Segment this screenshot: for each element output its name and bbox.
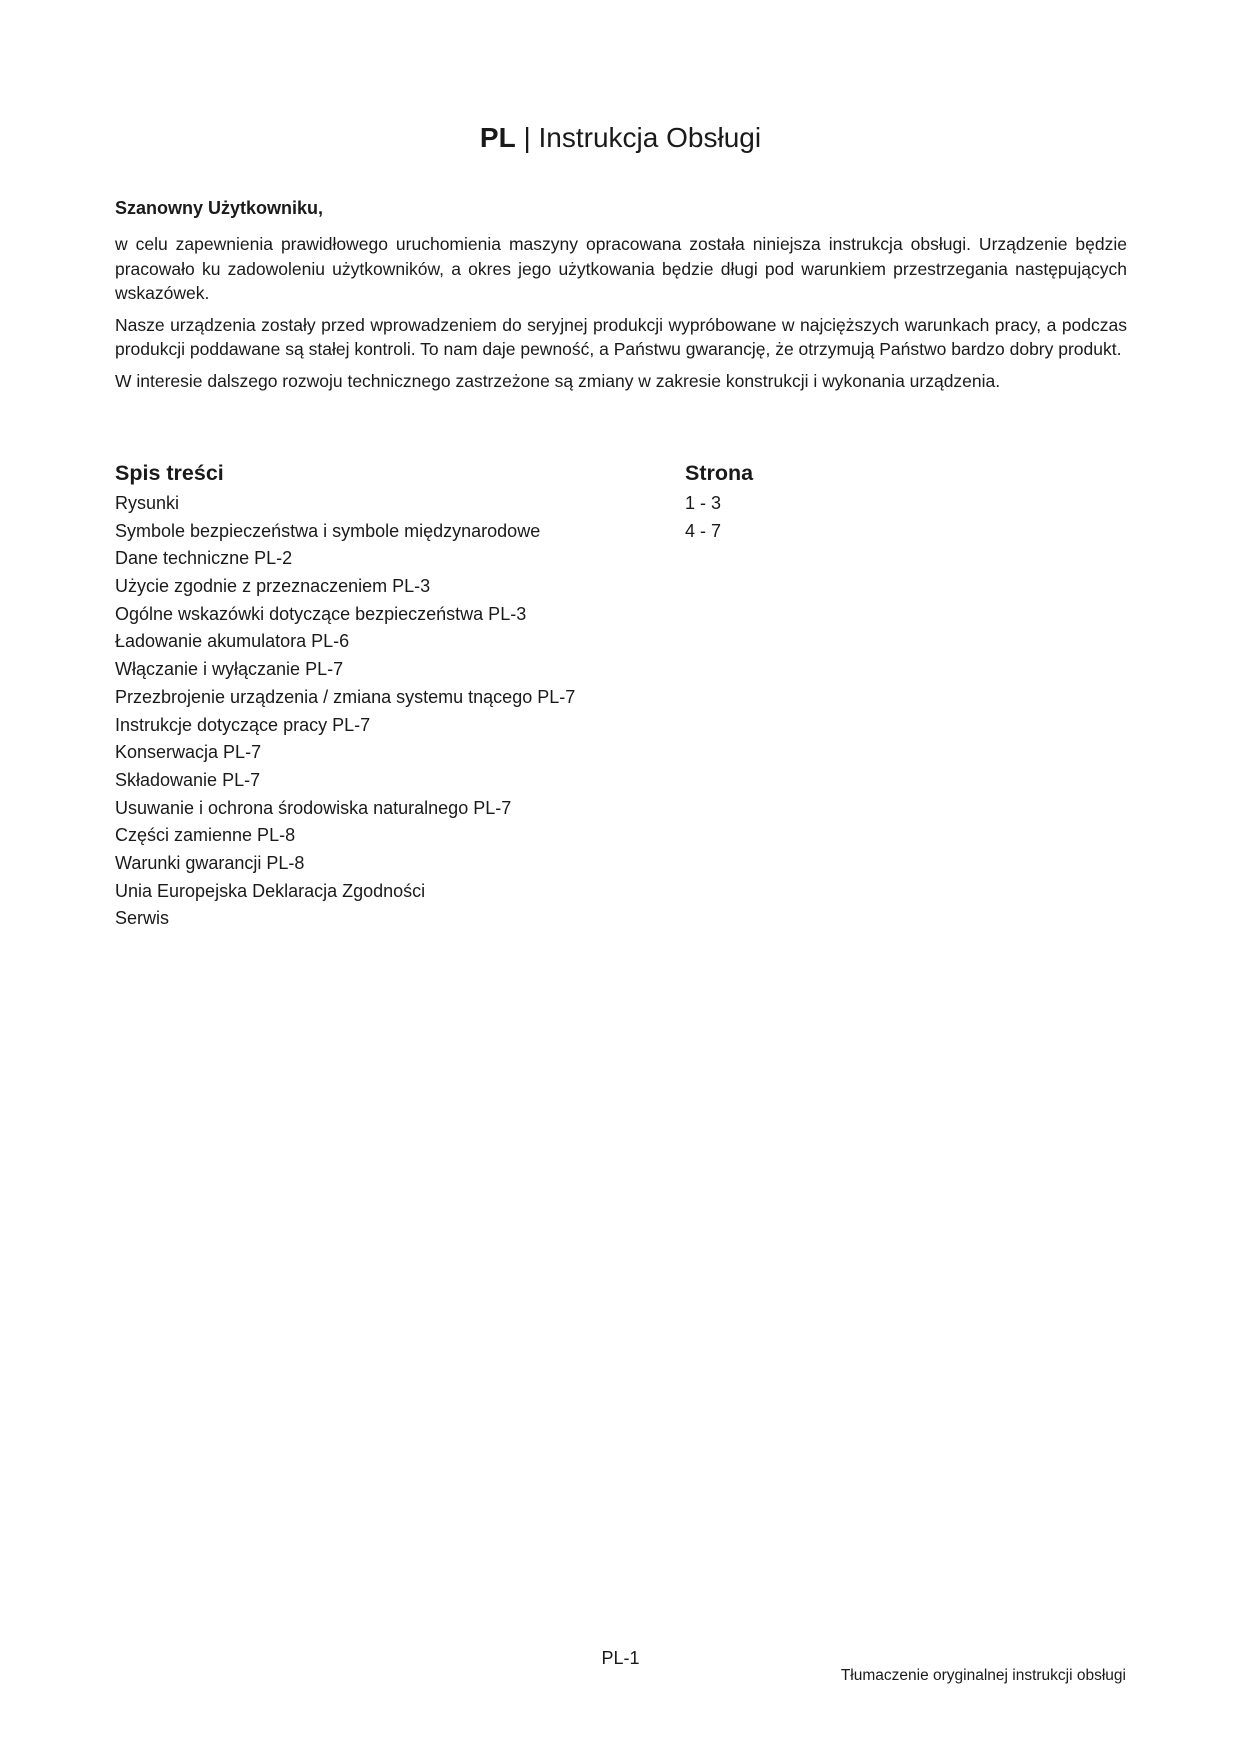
toc-item-label: Dane techniczne PL-2 [115, 548, 293, 569]
toc-item-label: Włączanie i wyłączanie PL-7 [115, 659, 344, 680]
greeting: Szanowny Użytkowniku, [115, 198, 324, 218]
translation-note: Tłumaczenie oryginalnej instrukcji obsługi [840, 1667, 1126, 1684]
toc-item-label: Ogólne wskazówki dotyczące bezpieczeństwa PL-3 [115, 603, 527, 624]
toc-item [115, 795, 1127, 823]
toc-item [115, 905, 1127, 933]
toc-item [115, 573, 1127, 601]
toc-item-label: Użycie zgodnie z przeznaczeniem PL-3 [115, 576, 431, 597]
toc-item-label: Konserwacja PL-7 [115, 742, 262, 763]
toc-item-label: Instrukcje dotyczące pracy PL-7 [115, 714, 371, 735]
toc-item-label: Symbole bezpieczeństwa i symbole międzynarodowe [115, 520, 541, 541]
toc-title: Spis treści [115, 461, 224, 485]
toc-item [115, 767, 1127, 795]
toc-item-label: Warunki gwarancji PL-8 [115, 852, 305, 873]
toc-item-label: Usuwanie i ochrona środowiska naturalnego PL-7 [115, 797, 512, 818]
toc-item [115, 850, 1127, 878]
toc-item-label: Rysunki [115, 493, 180, 513]
toc-item [115, 545, 1127, 573]
toc-item-label: Ładowanie akumulatora PL-6 [115, 631, 350, 652]
toc-item [115, 712, 1127, 740]
page-number: PL-1 [601, 1648, 640, 1668]
page-title [0, 120, 1241, 156]
toc-item [115, 518, 1127, 546]
intro-paragraph: Nasze urządzenia zostały przed wprowadzeniem do seryjnej produkcji wypróbowane w najcięższych warunkach pracy, a podczas produkcji poddawane są stałej kontroli. To nam daje pewność, a Państwu gwarancję, że otrzymują Państwo bardzo dobry produkt. [115, 314, 1127, 359]
intro-paragraph: w celu zapewnienia prawidłowego uruchomienia maszyny opracowana została niniejsza instrukcja obsługi. Urządzenie będzie pracowało ku zadowoleniu użytkowników, a okres jego użytkowania będzie długi pod warunkiem przestrzegania następujących wskazówek. [115, 234, 1127, 303]
toc-page-column-title: Strona [685, 461, 754, 485]
toc-header [115, 458, 1127, 490]
toc-item [115, 878, 1127, 906]
table-of-contents [115, 458, 1127, 933]
toc-list [115, 490, 1127, 933]
intro-section [115, 196, 1127, 400]
toc-item [115, 490, 1127, 518]
title-separator: | [523, 122, 531, 153]
toc-item [115, 739, 1127, 767]
toc-item-page: 4 - 7 [685, 520, 722, 541]
toc-item-label: Serwis [115, 908, 170, 929]
toc-item-label: Unia Europejska Deklaracja Zgodności [115, 880, 426, 901]
toc-item-label: Części zamienne PL-8 [115, 825, 296, 846]
toc-item [115, 628, 1127, 656]
language-code: PL [479, 122, 516, 153]
toc-item-label: Składowanie PL-7 [115, 769, 261, 790]
intro-paragraph: W interesie dalszego rozwoju technicznego zastrzeżone są zmiany w zakresie konstrukcji i wykonania urządzenia. [115, 370, 1001, 391]
document-title: Instrukcja Obsługi [538, 122, 762, 153]
toc-item [115, 822, 1127, 850]
toc-item [115, 684, 1127, 712]
toc-item [115, 601, 1127, 629]
toc-item [115, 656, 1127, 684]
toc-item-label: Przezbrojenie urządzenia / zmiana systemu tnącego PL-7 [115, 686, 576, 707]
toc-item-page: 1 - 3 [685, 493, 722, 513]
